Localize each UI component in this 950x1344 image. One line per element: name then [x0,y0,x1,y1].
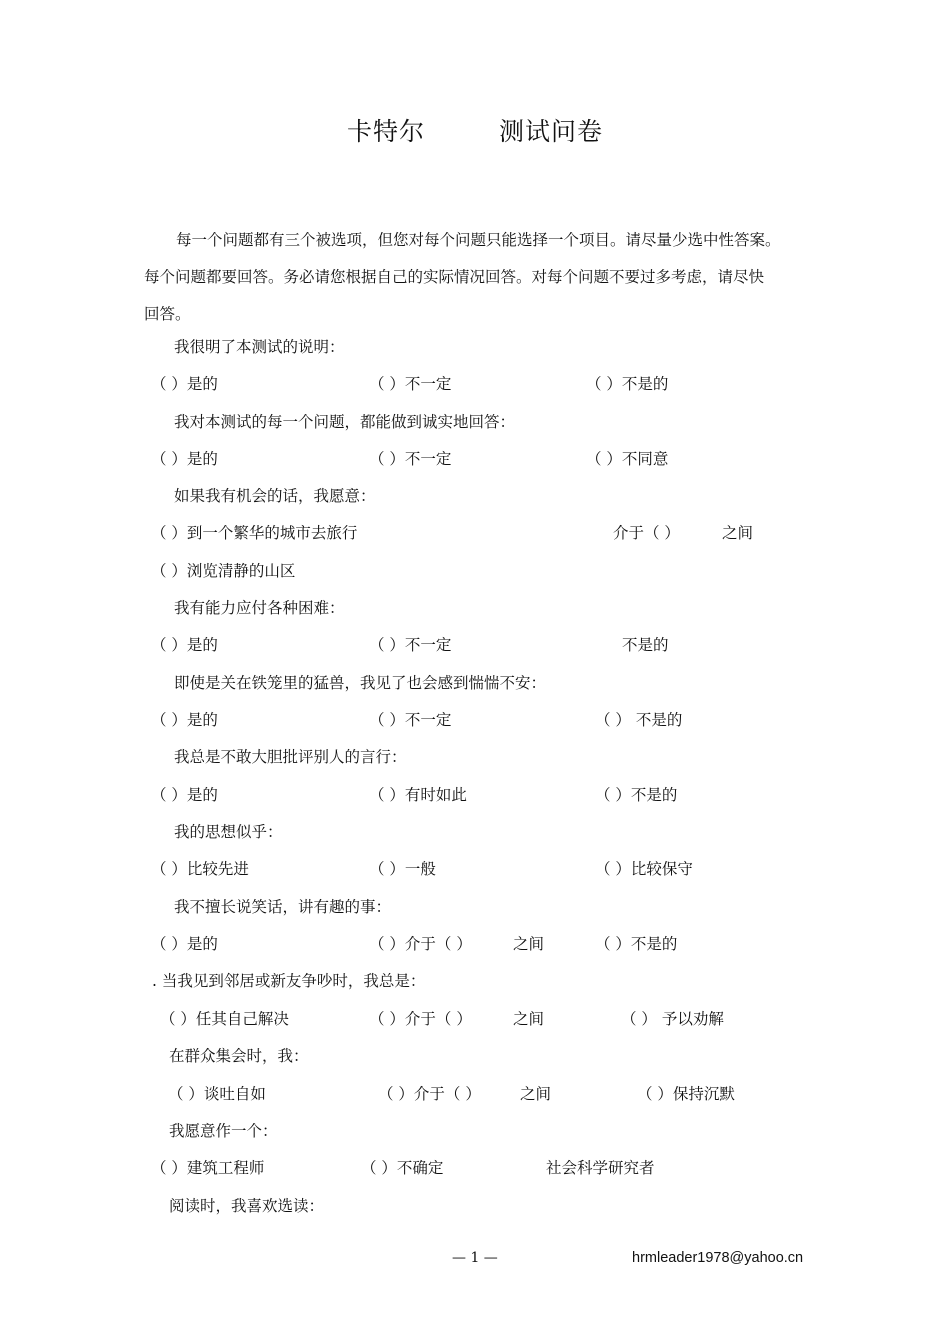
option-c[interactable]: （ ）不是的 [586,375,669,393]
question-text: 我愿意作一个： [169,1122,278,1140]
option-c[interactable]: （ ） 不是的 [595,711,683,729]
option-b[interactable]: （ ）不一定 [369,375,452,393]
option-b[interactable]: 介于（ ） [613,524,680,542]
option-a[interactable]: （ ）是的 [151,786,218,804]
page-title [0,112,950,148]
option-c[interactable]: 不是的 [622,636,669,654]
option-a[interactable]: （ ）是的 [151,636,218,654]
option-a[interactable]: （ ）是的 [151,450,218,468]
option-c[interactable]: （ ） 予以劝解 [621,1010,724,1028]
option-b[interactable]: （ ）不一定 [369,636,452,654]
option-a[interactable]: （ ）是的 [151,711,218,729]
question-text: 阅读时，我喜欢选读： [169,1197,325,1215]
option-c[interactable]: （ ）不是的 [595,786,678,804]
option-b-between: 之间 [520,1085,552,1103]
instructions-line: 每个问题都要回答。务必请您根据自己的实际情况回答。对每个问题不要过多考虑，请尽快 [144,268,765,286]
option-b-between: 之间 [722,524,754,542]
option-a[interactable]: （ ）建筑工程师 [151,1159,265,1177]
option-c[interactable]: （ ）不同意 [586,450,669,468]
question-text: 我不擅长说笑话，讲有趣的事： [174,898,392,916]
option-a[interactable]: （ ）比较先进 [151,860,249,878]
question-text: 我很明了本测试的说明： [174,338,345,356]
option-b[interactable]: （ ）有时如此 [369,786,467,804]
instructions-line: 每一个问题都有三个被选项，但您对每个问题只能选择一个项目。请尽量少选中性答案。 [176,231,781,249]
question-text: 我对本测试的每一个问题，都能做到诚实地回答： [174,413,516,431]
title-right: 测试问卷 [499,117,604,146]
page-number: — 1 — [452,1250,498,1266]
option-b[interactable]: （ ）不确定 [361,1159,444,1177]
option-b[interactable]: （ ）一般 [369,860,436,878]
option-a[interactable]: （ ）谈吐自如 [168,1085,266,1103]
option-b-between: 之间 [513,1010,545,1028]
question-text: . 当我见到邻居或新友争吵时，我总是： [152,972,426,990]
question-text: 我的思想似乎： [174,823,283,841]
title-left: 卡特尔 [346,117,425,146]
option-c[interactable]: （ ）浏览清静的山区 [151,562,296,580]
question-text: 如果我有机会的话，我愿意： [174,487,376,505]
option-b[interactable]: （ ）不一定 [369,450,452,468]
option-c[interactable]: （ ）比较保守 [595,860,693,878]
option-a[interactable]: （ ）任其自己解决 [160,1010,289,1028]
option-b-between: 之间 [513,935,545,953]
instructions-line: 回答。 [144,305,191,323]
question-text: 即使是关在铁笼里的猛兽，我见了也会感到惴惴不安： [174,674,547,692]
footer-email: hrmleader1978@yahoo.cn [632,1250,804,1266]
option-c[interactable]: （ ）保持沉默 [637,1085,735,1103]
option-b[interactable]: （ ）介于（ ） [378,1085,481,1103]
option-b[interactable]: （ ）介于（ ） [369,1010,472,1028]
question-text: 在群众集会时，我： [169,1047,309,1065]
option-b[interactable]: （ ）不一定 [369,711,452,729]
question-text: 我有能力应付各种困难： [174,599,345,617]
option-a[interactable]: （ ）是的 [151,935,218,953]
instructions [144,222,814,333]
option-a[interactable]: （ ）到一个繁华的城市去旅行 [151,524,358,542]
option-b[interactable]: （ ）介于（ ） [369,935,472,953]
option-c[interactable]: 社会科学研究者 [546,1159,655,1177]
question-text: 我总是不敢大胆批评别人的言行： [174,748,407,766]
option-c[interactable]: （ ）不是的 [595,935,678,953]
option-a[interactable]: （ ）是的 [151,375,218,393]
